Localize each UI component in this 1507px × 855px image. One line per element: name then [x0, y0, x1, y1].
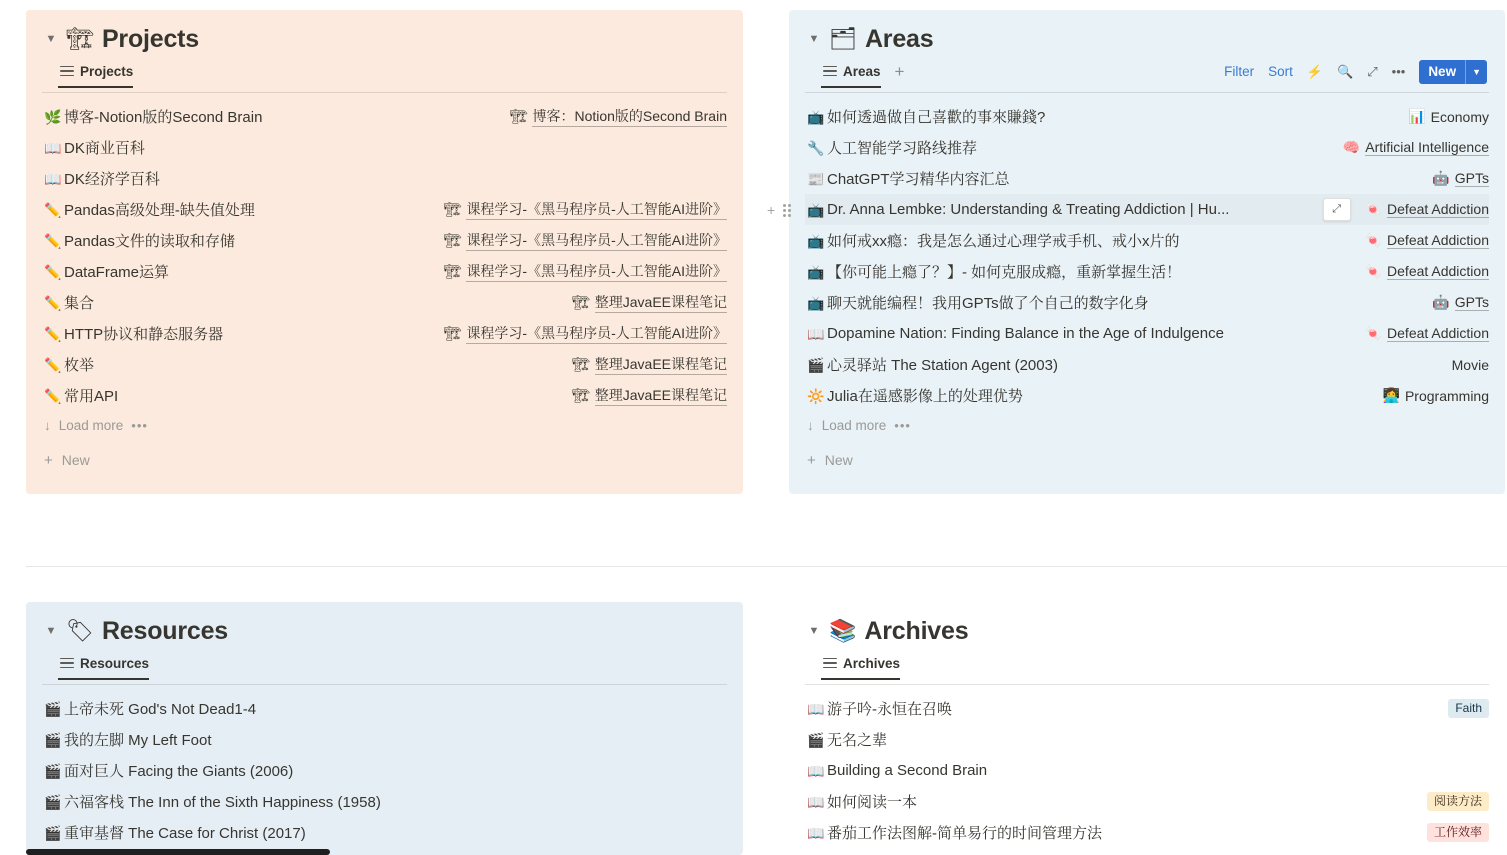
row-title: 枚举: [64, 357, 95, 374]
table-row[interactable]: [805, 755, 1489, 786]
row-relation[interactable]: [1396, 108, 1489, 125]
table-row[interactable]: [42, 225, 727, 256]
row-relation[interactable]: [1353, 325, 1489, 342]
table-row[interactable]: [805, 693, 1489, 724]
table-row[interactable]: [42, 786, 727, 817]
table-row[interactable]: [42, 755, 727, 786]
row-icon: ✏️: [44, 325, 62, 342]
row-title: 人工智能学习路线推荐: [827, 140, 978, 157]
relation-label: Economy: [1430, 108, 1489, 125]
down-arrow-icon: ↓: [44, 417, 51, 433]
row-relation[interactable]: [1371, 387, 1489, 404]
tab-projects-label: Projects: [80, 63, 134, 79]
more-icon[interactable]: •••: [894, 417, 911, 433]
areas-title: Areas: [864, 24, 934, 53]
relation-label: 整理JavaEE课程笔记: [595, 354, 727, 375]
table-row[interactable]: [805, 163, 1489, 194]
row-title: 心灵驿站 The Station Agent (2003): [827, 357, 1058, 374]
tab-resources[interactable]: [58, 656, 155, 679]
table-row[interactable]: [42, 380, 727, 411]
row-relation[interactable]: [432, 323, 727, 344]
tab-archives-label: Archives: [843, 655, 901, 671]
relation-icon: 🍬: [1364, 263, 1383, 279]
row-icon: 📺: [807, 201, 825, 218]
row-icon: ✏️: [44, 201, 62, 218]
areas-viewbar: [805, 58, 1489, 93]
projects-viewbar: [42, 58, 727, 93]
row-title: Pandas文件的读取和存储: [64, 233, 235, 250]
row-title: 常用API: [64, 388, 119, 405]
table-row[interactable]: [805, 349, 1489, 380]
resources-header: [42, 612, 727, 650]
areas-panel: [767, 10, 1505, 494]
row-title: 我的左脚 My Left Foot: [64, 732, 212, 749]
row-title: Dr. Anna Lembke: Understanding & Treating Addiction | Hu...: [827, 201, 1230, 218]
archives-panel-body: [789, 602, 1505, 855]
resources-panel-body: [26, 602, 743, 855]
archives-collapse-toggle[interactable]: ▼: [808, 625, 820, 637]
row-title: 番茄工作法图解-简单易行的时间管理方法: [827, 825, 1102, 842]
add-row-icon[interactable]: +: [767, 201, 776, 218]
resources-viewbar: [42, 650, 727, 685]
relation-icon: 🤖: [1432, 170, 1450, 186]
row-title: 如何阅读一本: [827, 794, 918, 811]
resources-title: Resources: [101, 616, 228, 645]
row-icon: 📖: [807, 824, 825, 841]
projects-collapse-toggle[interactable]: ▼: [45, 33, 57, 45]
projects-emoji-icon: 🏗: [66, 26, 94, 51]
row-title: Dopamine Nation: Finding Balance in the Age of Indulgence: [827, 325, 1224, 342]
row-title: Julia在遥感影像上的处理优势: [827, 388, 1023, 405]
row-tags[interactable]: [1436, 699, 1489, 718]
table-row[interactable]: [805, 225, 1489, 256]
row-icon: 🔆: [807, 387, 825, 404]
status-badge: 阅读方法: [1427, 792, 1489, 811]
row-title: 重审基督 The Case for Christ (2017): [64, 825, 306, 842]
table-row[interactable]: [42, 163, 727, 194]
row-title: 如何戒xx瘾：我是怎么通过心理学戒手机、戒小x片的: [827, 233, 1180, 250]
table-row[interactable]: [805, 132, 1489, 163]
row-relation[interactable]: [1353, 232, 1489, 249]
down-arrow-icon: ↓: [807, 417, 814, 433]
plus-icon: +: [807, 451, 816, 469]
projects-panel-body: [26, 10, 743, 494]
relation-label: Movie: [1451, 356, 1489, 373]
new-button[interactable]: [1419, 60, 1487, 84]
areas-toolbar: [1224, 60, 1489, 84]
table-row[interactable]: [805, 724, 1489, 755]
row-icon: 🎬: [44, 700, 62, 717]
relation-label: 课程学习-《黑马程序员-人工智能AI进阶》: [466, 261, 727, 282]
row-tags[interactable]: [1415, 792, 1489, 811]
row-title: 【你可能上瘾了？】- 如何克服成瘾，重新掌握生活！: [827, 264, 1182, 281]
row-title: 无名之辈: [827, 732, 888, 749]
relation-icon: 🤖: [1432, 294, 1450, 310]
resources-panel: [26, 602, 743, 855]
relation-label: Defeat Addiction: [1387, 201, 1489, 217]
drag-handle-icon[interactable]: [783, 203, 792, 217]
row-tags[interactable]: [1415, 823, 1489, 842]
list-view-icon: [823, 66, 837, 77]
row-icon: 📖: [44, 170, 62, 187]
table-row[interactable]: [805, 287, 1489, 318]
row-icon: 🌿: [44, 108, 62, 125]
row-icon: 🎬: [807, 356, 825, 373]
archives-emoji-icon: 📚: [829, 618, 857, 643]
sort-button[interactable]: Sort: [1268, 64, 1293, 79]
row-icon: ✏️: [44, 263, 62, 280]
relation-icon: 🍬: [1364, 232, 1383, 248]
list-view-icon: [60, 66, 74, 77]
relation-icon: 🏗: [443, 201, 462, 217]
row-title: DK商业百科: [64, 140, 145, 157]
archives-rows: [805, 687, 1489, 848]
relation-icon: 🏗: [509, 108, 528, 124]
relation-label: Defeat Addiction: [1387, 232, 1489, 248]
row-title: DK经济学百科: [64, 171, 160, 188]
row-icon: 📖: [44, 139, 62, 156]
row-title: ChatGPT学习精华内容汇总: [827, 171, 1010, 188]
row-icon: 🎬: [44, 731, 62, 748]
relation-icon: 📊: [1408, 108, 1426, 124]
row-title: 上帝未死 God's Not Dead1-4: [64, 701, 257, 718]
row-icon: 🎬: [44, 824, 62, 841]
areas-header: [805, 20, 1489, 58]
table-row[interactable]: [42, 349, 727, 380]
row-drag-controls[interactable]: [767, 202, 792, 218]
row-icon: 🔧: [807, 139, 825, 156]
row-relation[interactable]: [560, 292, 727, 313]
relation-icon: 👩‍💻: [1382, 387, 1400, 403]
projects-panel: [26, 10, 743, 494]
horizontal-scrollbar[interactable]: [26, 849, 330, 855]
resources-rows: [42, 687, 727, 848]
projects-header: [42, 20, 727, 58]
archives-header: [805, 612, 1489, 650]
relation-label: Defeat Addiction: [1387, 325, 1489, 341]
projects-load-more[interactable]: [42, 411, 727, 439]
table-row[interactable]: [805, 786, 1489, 817]
row-icon: ✏️: [44, 232, 62, 249]
table-row[interactable]: [42, 693, 727, 724]
filter-button[interactable]: Filter: [1224, 64, 1255, 79]
table-row[interactable]: [42, 287, 727, 318]
relation-icon: 🍬: [1364, 201, 1383, 217]
row-relation[interactable]: [1440, 357, 1489, 373]
table-row[interactable]: [42, 132, 727, 163]
row-icon: ✏️: [44, 356, 62, 373]
areas-load-more[interactable]: [805, 411, 1489, 439]
row-icon: 📖: [807, 762, 825, 779]
row-icon: 📺: [807, 294, 825, 311]
row-icon: ✏️: [44, 387, 62, 404]
new-row-label: New: [824, 452, 853, 468]
row-title: 六福客栈 The Inn of the Sixth Happiness (1958): [64, 794, 381, 811]
projects-title: Projects: [101, 24, 199, 53]
archives-panel: [789, 602, 1505, 855]
status-badge: 工作效率: [1427, 823, 1489, 842]
plus-icon: +: [44, 451, 53, 469]
row-relation[interactable]: [560, 354, 727, 375]
table-row[interactable]: [805, 380, 1489, 411]
table-row[interactable]: [42, 194, 727, 225]
row-icon: 📺: [807, 108, 825, 125]
relation-label: 课程学习-《黑马程序员-人工智能AI进阶》: [466, 230, 727, 251]
relation-icon: 🏗: [571, 387, 590, 403]
row-relation[interactable]: [432, 261, 727, 282]
row-icon: 🎬: [807, 731, 825, 748]
row-title: 如何透過做自己喜歡的事來賺錢?: [827, 109, 1046, 126]
relation-icon: 🏗: [443, 232, 462, 248]
row-relation[interactable]: [560, 385, 727, 406]
row-relation[interactable]: [1420, 294, 1489, 311]
projects-rows: [42, 95, 727, 475]
relation-label: 课程学习-《黑马程序员-人工智能AI进阶》: [466, 199, 727, 220]
relation-icon: 🏗: [571, 294, 590, 310]
archives-title: Archives: [864, 616, 969, 645]
row-relation[interactable]: [1353, 263, 1489, 280]
new-button-label: New: [1428, 64, 1457, 79]
table-row[interactable]: [42, 817, 727, 848]
chevron-down-icon[interactable]: ▼: [1465, 60, 1487, 84]
tab-projects[interactable]: [58, 64, 139, 87]
search-icon[interactable]: 🔍: [1337, 64, 1354, 79]
row-icon: 📖: [807, 325, 825, 342]
areas-emoji-icon: 🗂: [829, 26, 857, 51]
row-relation[interactable]: [1331, 139, 1489, 156]
status-badge: Faith: [1448, 699, 1489, 718]
tab-resources-label: Resources: [80, 655, 150, 671]
row-relation[interactable]: [498, 106, 727, 127]
relation-label: 博客：Notion版的Second Brain: [532, 106, 727, 127]
projects-new-row[interactable]: [42, 445, 727, 475]
table-row[interactable]: [805, 256, 1489, 287]
areas-rows: [767, 95, 1489, 475]
relation-icon: 🍬: [1364, 325, 1383, 341]
row-title: 集合: [64, 295, 95, 312]
row-icon: 📖: [807, 700, 825, 717]
row-title: Pandas高级处理-缺失值处理: [64, 202, 255, 219]
row-icon: 📖: [807, 793, 825, 810]
relation-label: 课程学习-《黑马程序员-人工智能AI进阶》: [466, 323, 727, 344]
load-more-label: Load more: [58, 417, 124, 433]
row-title: DataFrame运算: [64, 264, 170, 281]
relation-icon: 🧠: [1342, 139, 1361, 155]
relation-icon: 🏗: [443, 263, 462, 279]
table-row[interactable]: [42, 318, 727, 349]
table-row[interactable]: [42, 724, 727, 755]
collapse-icon[interactable]: ⤢: [1367, 64, 1378, 79]
areas-panel-body: [767, 10, 1505, 494]
table-row[interactable]: [805, 101, 1489, 132]
table-row[interactable]: [42, 256, 727, 287]
areas-collapse-toggle[interactable]: ▼: [808, 33, 820, 45]
table-row[interactable]: [805, 817, 1489, 848]
row-relation[interactable]: [432, 230, 727, 251]
new-row-label: New: [61, 452, 90, 468]
table-row[interactable]: [767, 194, 1489, 225]
section-divider: [26, 566, 1507, 567]
row-icon: 🎬: [44, 793, 62, 810]
relation-label: 整理JavaEE课程笔记: [595, 385, 727, 406]
resources-collapse-toggle[interactable]: ▼: [45, 625, 57, 637]
row-relation[interactable]: [1311, 198, 1489, 221]
row-title: 博客-Notion版的Second Brain: [64, 109, 263, 126]
tab-areas[interactable]: [821, 64, 887, 87]
row-title: 面对巨人 Facing the Giants (2006): [64, 763, 294, 780]
more-icon[interactable]: •••: [131, 417, 148, 433]
load-more-label: Load more: [821, 417, 887, 433]
row-title: Building a Second Brain: [827, 762, 988, 779]
list-view-icon: [60, 658, 74, 669]
add-view-button[interactable]: +: [894, 62, 905, 81]
resources-emoji-icon: 🏷: [66, 618, 94, 643]
relation-label: Artificial Intelligence: [1365, 139, 1489, 155]
table-row[interactable]: [805, 318, 1489, 349]
row-icon: 📺: [807, 232, 825, 249]
row-title: 聊天就能编程！我用GPTs做了个自己的数字化身: [827, 295, 1149, 312]
row-title: 游子吟-永恒在召唤: [827, 701, 952, 718]
row-relation[interactable]: [1420, 170, 1489, 187]
tab-areas-label: Areas: [843, 63, 881, 79]
relation-label: Programming: [1404, 387, 1489, 404]
list-view-icon: [823, 658, 837, 669]
areas-new-row[interactable]: [805, 445, 1489, 475]
archives-viewbar: [805, 650, 1489, 685]
row-icon: 🎬: [44, 762, 62, 779]
relation-label: 整理JavaEE课程笔记: [595, 292, 727, 313]
row-relation[interactable]: [432, 199, 727, 220]
relation-icon: 🏗: [443, 325, 462, 341]
relation-label: GPTs: [1454, 294, 1489, 310]
table-row[interactable]: [42, 101, 727, 132]
more-icon[interactable]: •••: [1391, 64, 1406, 79]
row-icon: 📰: [807, 170, 825, 187]
relation-icon: 🏗: [571, 356, 590, 372]
row-icon: 📺: [807, 263, 825, 280]
tab-archives[interactable]: [821, 656, 906, 679]
relation-label: GPTs: [1454, 170, 1489, 186]
relation-label: Defeat Addiction: [1387, 263, 1489, 279]
lightning-icon[interactable]: ⚡: [1306, 64, 1324, 79]
row-title: HTTP协议和静态服务器: [64, 326, 224, 343]
open-page-button[interactable]: ⤢: [1323, 198, 1351, 221]
row-icon: ✏️: [44, 294, 62, 311]
